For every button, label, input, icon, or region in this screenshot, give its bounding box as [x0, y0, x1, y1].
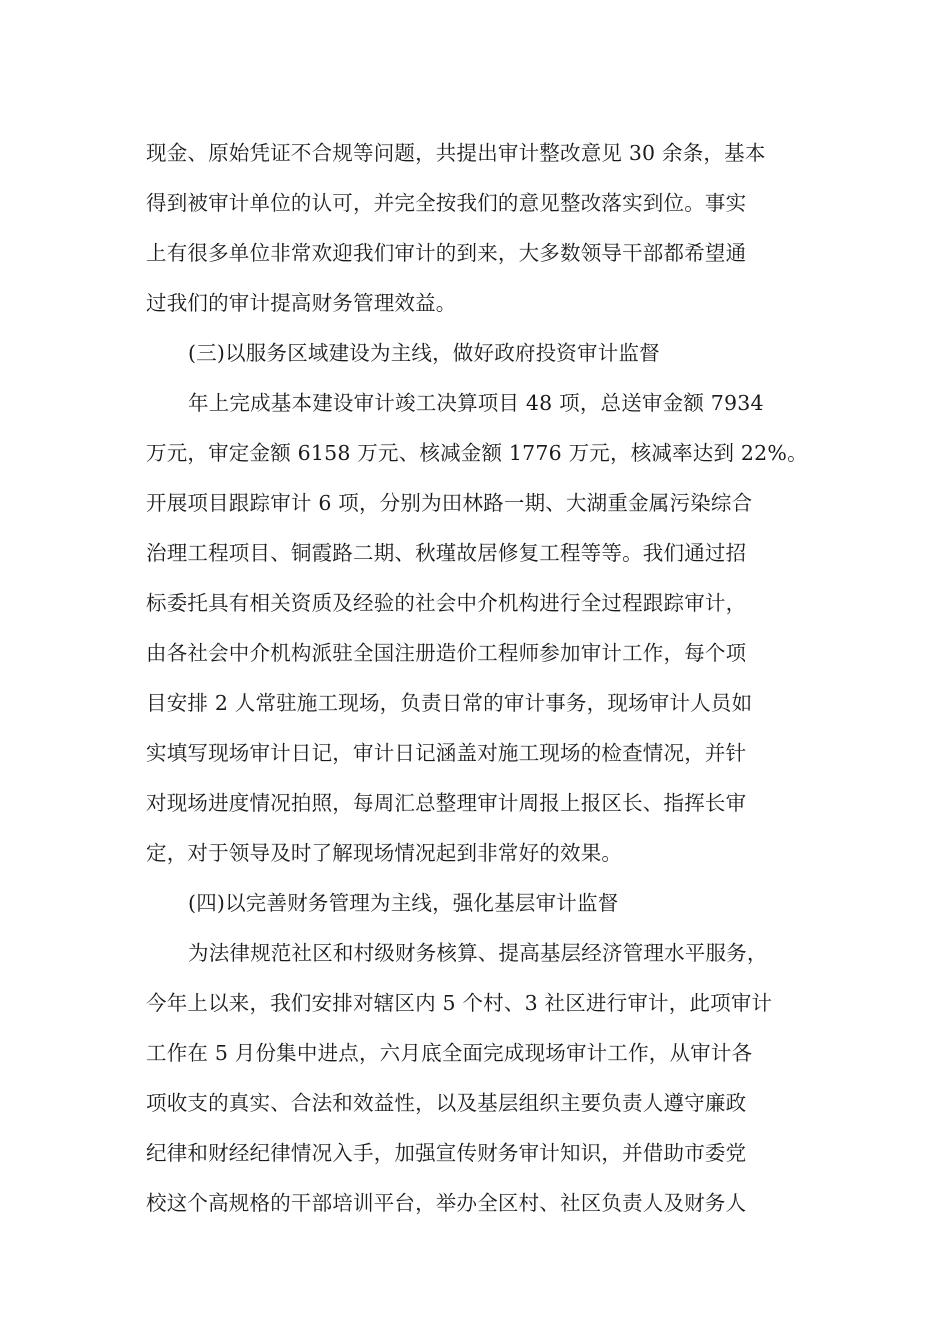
text-line: 为法律规范社区和村级财务核算、提高基层经济管理水平服务，: [188, 941, 768, 965]
section-heading: (四)以完善财务管理为主线，强化基层审计监督: [188, 891, 619, 915]
text-line: 对现场进度情况拍照，每周汇总整理审计周报上报区长、指挥长审: [146, 791, 747, 815]
text-line: 由各社会中介机构派驻全国注册造价工程师参加审计工作，每个项: [146, 641, 747, 665]
section-heading: (三)以服务区域建设为主线，做好政府投资审计监督: [188, 341, 660, 365]
text-line: 治理工程项目、铜霞路二期、秋瑾故居修复工程等等。我们通过招: [146, 541, 747, 565]
text-line: 开展项目跟踪审计 6 项，分别为田林路一期、大湖重金属污染综合: [146, 491, 753, 515]
text-line: 校这个高规格的干部培训平台，举办全区村、社区负责人及财务人: [146, 1191, 747, 1215]
text-line: 万元，审定金额 6158 万元、核减金额 1776 万元，核减率达到 22%。: [146, 441, 808, 465]
text-line: 项收支的真实、合法和效益性，以及基层组织主要负责人遵守廉政: [146, 1091, 747, 1115]
text-line: 今年上以来，我们安排对辖区内 5 个村、3 社区进行审计，此项审计: [146, 991, 773, 1015]
text-line: 现金、原始凭证不合规等问题，共提出审计整改意见 30 余条，基本: [146, 141, 766, 165]
text-line: 上有很多单位非常欢迎我们审计的到来，大多数领导干部都希望通: [146, 241, 747, 265]
text-line: 实填写现场审计日记，审计日记涵盖对施工现场的检查情况，并针: [146, 741, 747, 765]
text-line: 定，对于领导及时了解现场情况起到非常好的效果。: [146, 841, 623, 865]
text-line: 纪律和财经纪律情况入手，加强宣传财务审计知识，并借助市委党: [146, 1141, 747, 1165]
text-line: 工作在 5 月份集中进点，六月底全面完成现场审计工作，从审计各: [146, 1041, 753, 1065]
text-line: 目安排 2 人常驻施工现场，负责日常的审计事务，现场审计人员如: [146, 691, 753, 715]
text-line: 年上完成基本建设审计竣工决算项目 48 项，总送审金额 7934: [188, 391, 764, 415]
text-line: 得到被审计单位的认可，并完全按我们的意见整改落实到位。事实: [146, 191, 747, 215]
text-line: 过我们的审计提高财务管理效益。: [146, 291, 457, 315]
text-line: 标委托具有相关资质及经验的社会中介机构进行全过程跟踪审计，: [146, 591, 747, 615]
